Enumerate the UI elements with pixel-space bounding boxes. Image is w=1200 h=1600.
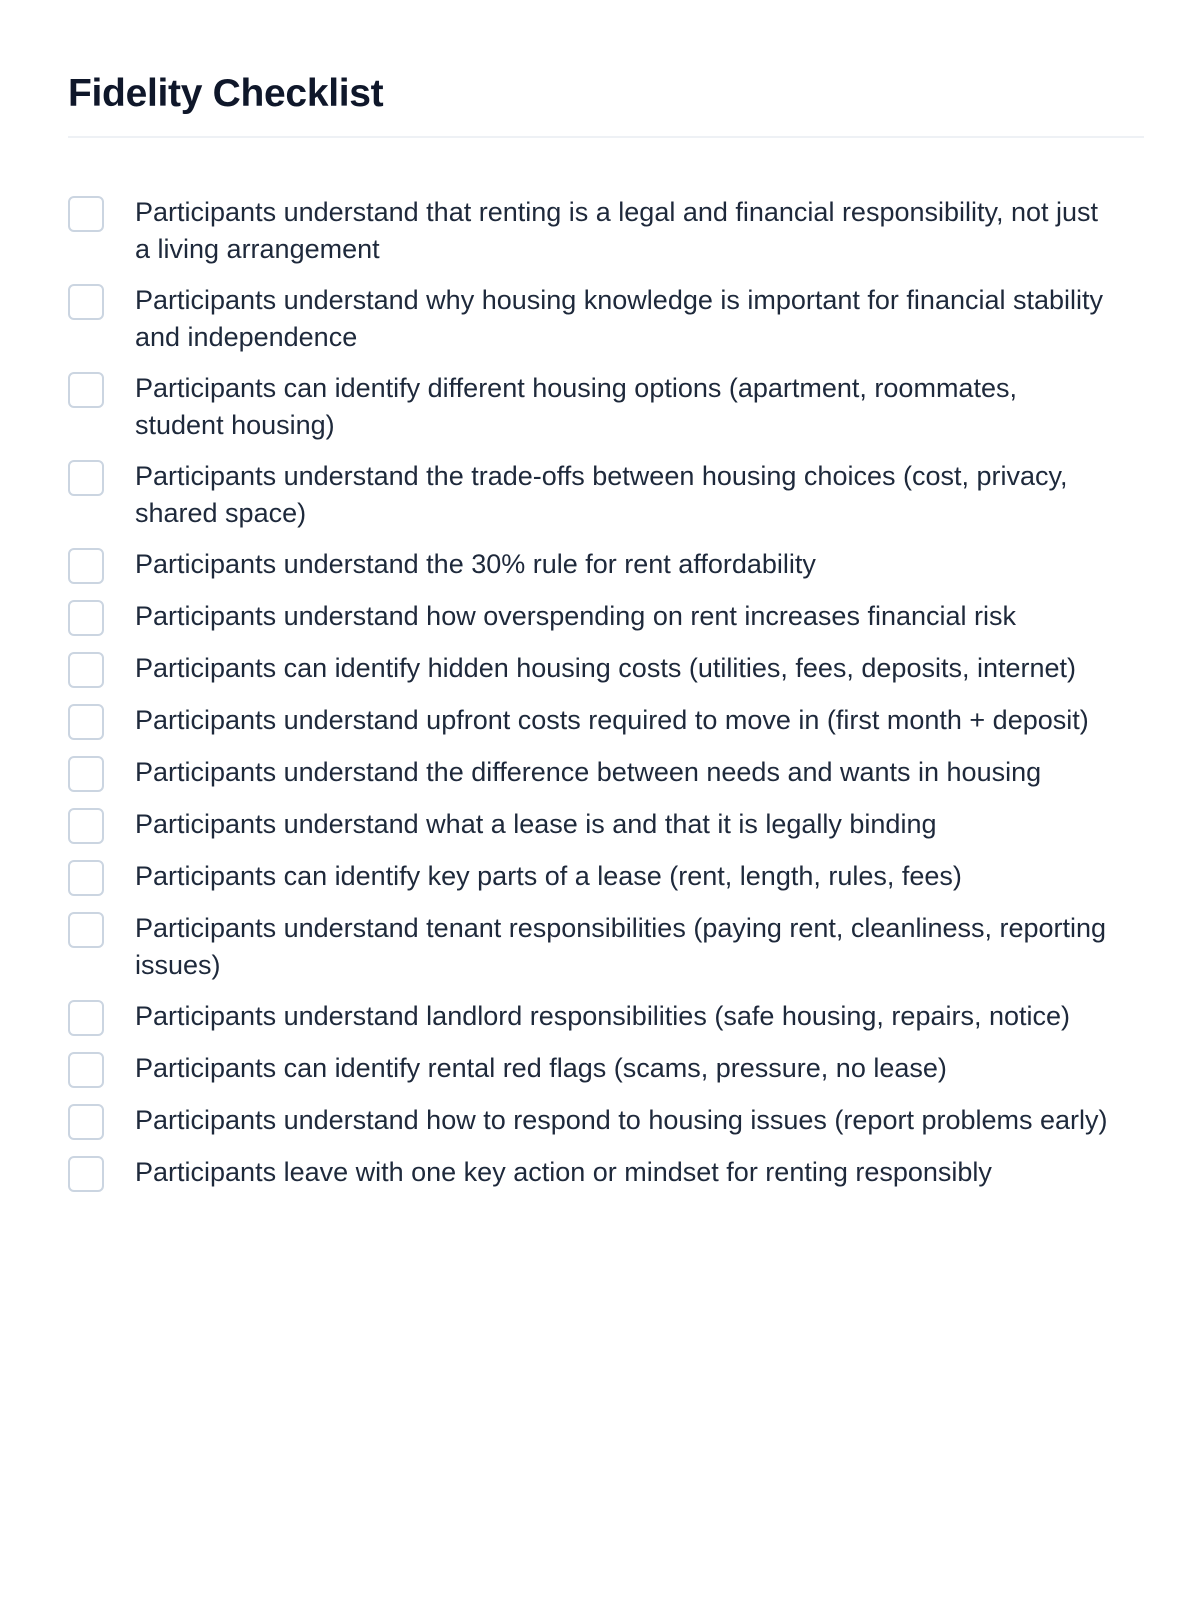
checklist-item[interactable]: [68, 754, 1112, 792]
checklist-item-label: Participants can identify hidden housing costs (utilities, fees, deposits, internet): [135, 653, 1077, 683]
checklist-item[interactable]: [68, 910, 1112, 984]
checklist-item[interactable]: [68, 598, 1112, 636]
checklist-item[interactable]: [68, 806, 1112, 844]
checkbox[interactable]: [68, 284, 104, 320]
checkbox[interactable]: [68, 652, 104, 688]
checklist-item[interactable]: [68, 1102, 1112, 1140]
checkbox[interactable]: [68, 460, 104, 496]
checkbox[interactable]: [68, 1052, 104, 1088]
checklist-item[interactable]: [68, 650, 1112, 688]
checklist-item[interactable]: [68, 546, 1112, 584]
checklist-item[interactable]: [68, 194, 1112, 268]
checklist-item-label: Participants understand the trade-offs between housing choices (cost, privacy, shared space): [135, 461, 1068, 528]
checklist-item-label: Participants understand that renting is a legal and financial responsibility, not just a living arrangement: [135, 197, 1099, 264]
checklist-item[interactable]: [68, 1154, 1112, 1192]
checkbox[interactable]: [68, 548, 104, 584]
checklist-item[interactable]: [68, 702, 1112, 740]
checklist-item-label: Participants leave with one key action or mindset for renting responsibly: [135, 1157, 992, 1187]
checkbox[interactable]: [68, 372, 104, 408]
checkbox[interactable]: [68, 808, 104, 844]
page-title: Fidelity Checklist: [68, 72, 384, 115]
checklist-item-label: Participants can identify rental red flags (scams, pressure, no lease): [135, 1053, 947, 1083]
checklist-item-label: Participants understand what a lease is and that it is legally binding: [135, 809, 937, 839]
checkbox[interactable]: [68, 1104, 104, 1140]
checkbox[interactable]: [68, 1000, 104, 1036]
checklist-item-label: Participants understand tenant responsibilities (paying rent, cleanliness, reporting issues): [135, 913, 1107, 980]
checklist: [68, 138, 1112, 1192]
checkbox[interactable]: [68, 1156, 104, 1192]
checklist-item-label: Participants understand how overspending on rent increases financial risk: [135, 601, 1016, 631]
checkbox[interactable]: [68, 756, 104, 792]
checklist-item[interactable]: [68, 998, 1112, 1036]
checklist-item[interactable]: [68, 858, 1112, 896]
checklist-item-label: Participants understand upfront costs required to move in (first month + deposit): [135, 705, 1089, 735]
checkbox[interactable]: [68, 196, 104, 232]
checklist-item-label: Participants understand the difference between needs and wants in housing: [135, 757, 1042, 787]
checklist-item-label: Participants understand how to respond to housing issues (report problems early): [135, 1105, 1108, 1135]
checkbox[interactable]: [68, 912, 104, 948]
checkbox[interactable]: [68, 860, 104, 896]
checklist-item-label: Participants can identify key parts of a lease (rent, length, rules, fees): [135, 861, 962, 891]
checklist-item[interactable]: [68, 370, 1112, 444]
checkbox[interactable]: [68, 600, 104, 636]
checkbox[interactable]: [68, 704, 104, 740]
checklist-item-label: Participants understand the 30% rule for rent affordability: [135, 549, 816, 579]
checklist-item[interactable]: [68, 458, 1112, 532]
checklist-item[interactable]: [68, 1050, 1112, 1088]
checklist-item-label: Participants can identify different housing options (apartment, roommates, student housing): [135, 373, 1017, 440]
checklist-item-label: Participants understand landlord responsibilities (safe housing, repairs, notice): [135, 1001, 1071, 1031]
checklist-item[interactable]: [68, 282, 1112, 356]
checklist-item-label: Participants understand why housing knowledge is important for financial stability and independence: [135, 285, 1104, 352]
